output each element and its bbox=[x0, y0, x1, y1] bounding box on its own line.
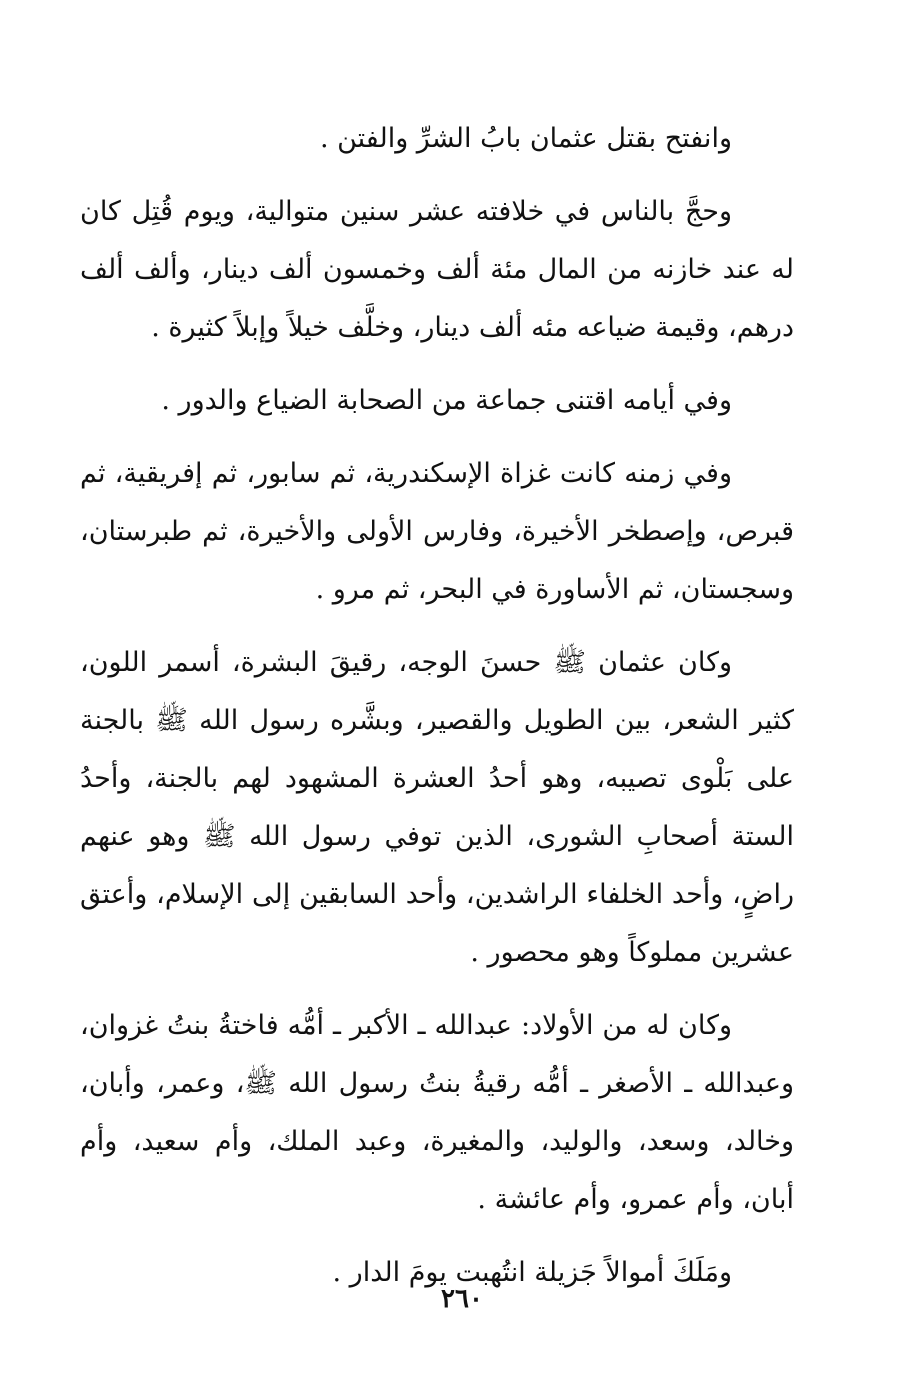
paragraph-4: وفي زمنه كانت غزاة الإسكندرية، ثم سابور، ثم إفريقية، ثم قبرص، وإصطخر الأخيرة، وفارس الأولى والأخيرة، ثم طبرستان، وسجستان، ثم الأساورة في البحر، ثم مرو . bbox=[80, 458, 794, 605]
page-number: ٢٦٠ bbox=[441, 1284, 483, 1314]
paragraph-6: وكان له من الأولاد: عبدالله ـ الأكبر ـ أمُّه فاختةُ بنتُ غزوان، وعبدالله ـ الأصغر ـ أمُّه رقيةُ بنتُ رسول الله ﷺ، وعمر، وأبان، وخالد، وسعد، والوليد، والمغيرة، وعبد الملك، وأم سعيد، وأم أبان، وأم عمرو، وأم عائشة . bbox=[80, 1010, 794, 1215]
body-text bbox=[80, 110, 794, 1317]
paragraph-3: وفي أيامه اقتنى جماعة من الصحابة الضياع والدور . bbox=[161, 385, 732, 416]
paragraph-7: ومَلَكَ أموالاً جَزيلة انتُهبت يومَ الدار . bbox=[332, 1257, 732, 1288]
paragraph-2: وحجَّ بالناس في خلافته عشر سنين متوالية، ويوم قُتِل كان له عند خازنه من المال مئة ألف وخمسون ألف دينار، وألف ألف درهم، وقيمة ضياعه مئه ألف دينار، وخلَّف خيلاً وإبلاً كثيرة . bbox=[80, 196, 794, 343]
paragraph-5: وكان عثمان ﷺ حسنَ الوجه، رقيقَ البشرة، أسمر اللون، كثير الشعر، بين الطويل والقصير، وبشَّره رسول الله ﷺ بالجنة على بَلْوى تصيبه، وهو أحدُ العشرة المشهود لهم بالجنة، وأحدُ الستة أصحابِ الشورى، الذين توفي رسول الله ﷺ وهو عنهم راضٍ، وأحد الخلفاء الراشدين، وأحد السابقين إلى الإسلام، وأعتق عشرين مملوكاً وهو محصور . bbox=[80, 647, 794, 968]
paragraph-1: وانفتح بقتل عثمان بابُ الشرِّ والفتن . bbox=[319, 123, 732, 154]
